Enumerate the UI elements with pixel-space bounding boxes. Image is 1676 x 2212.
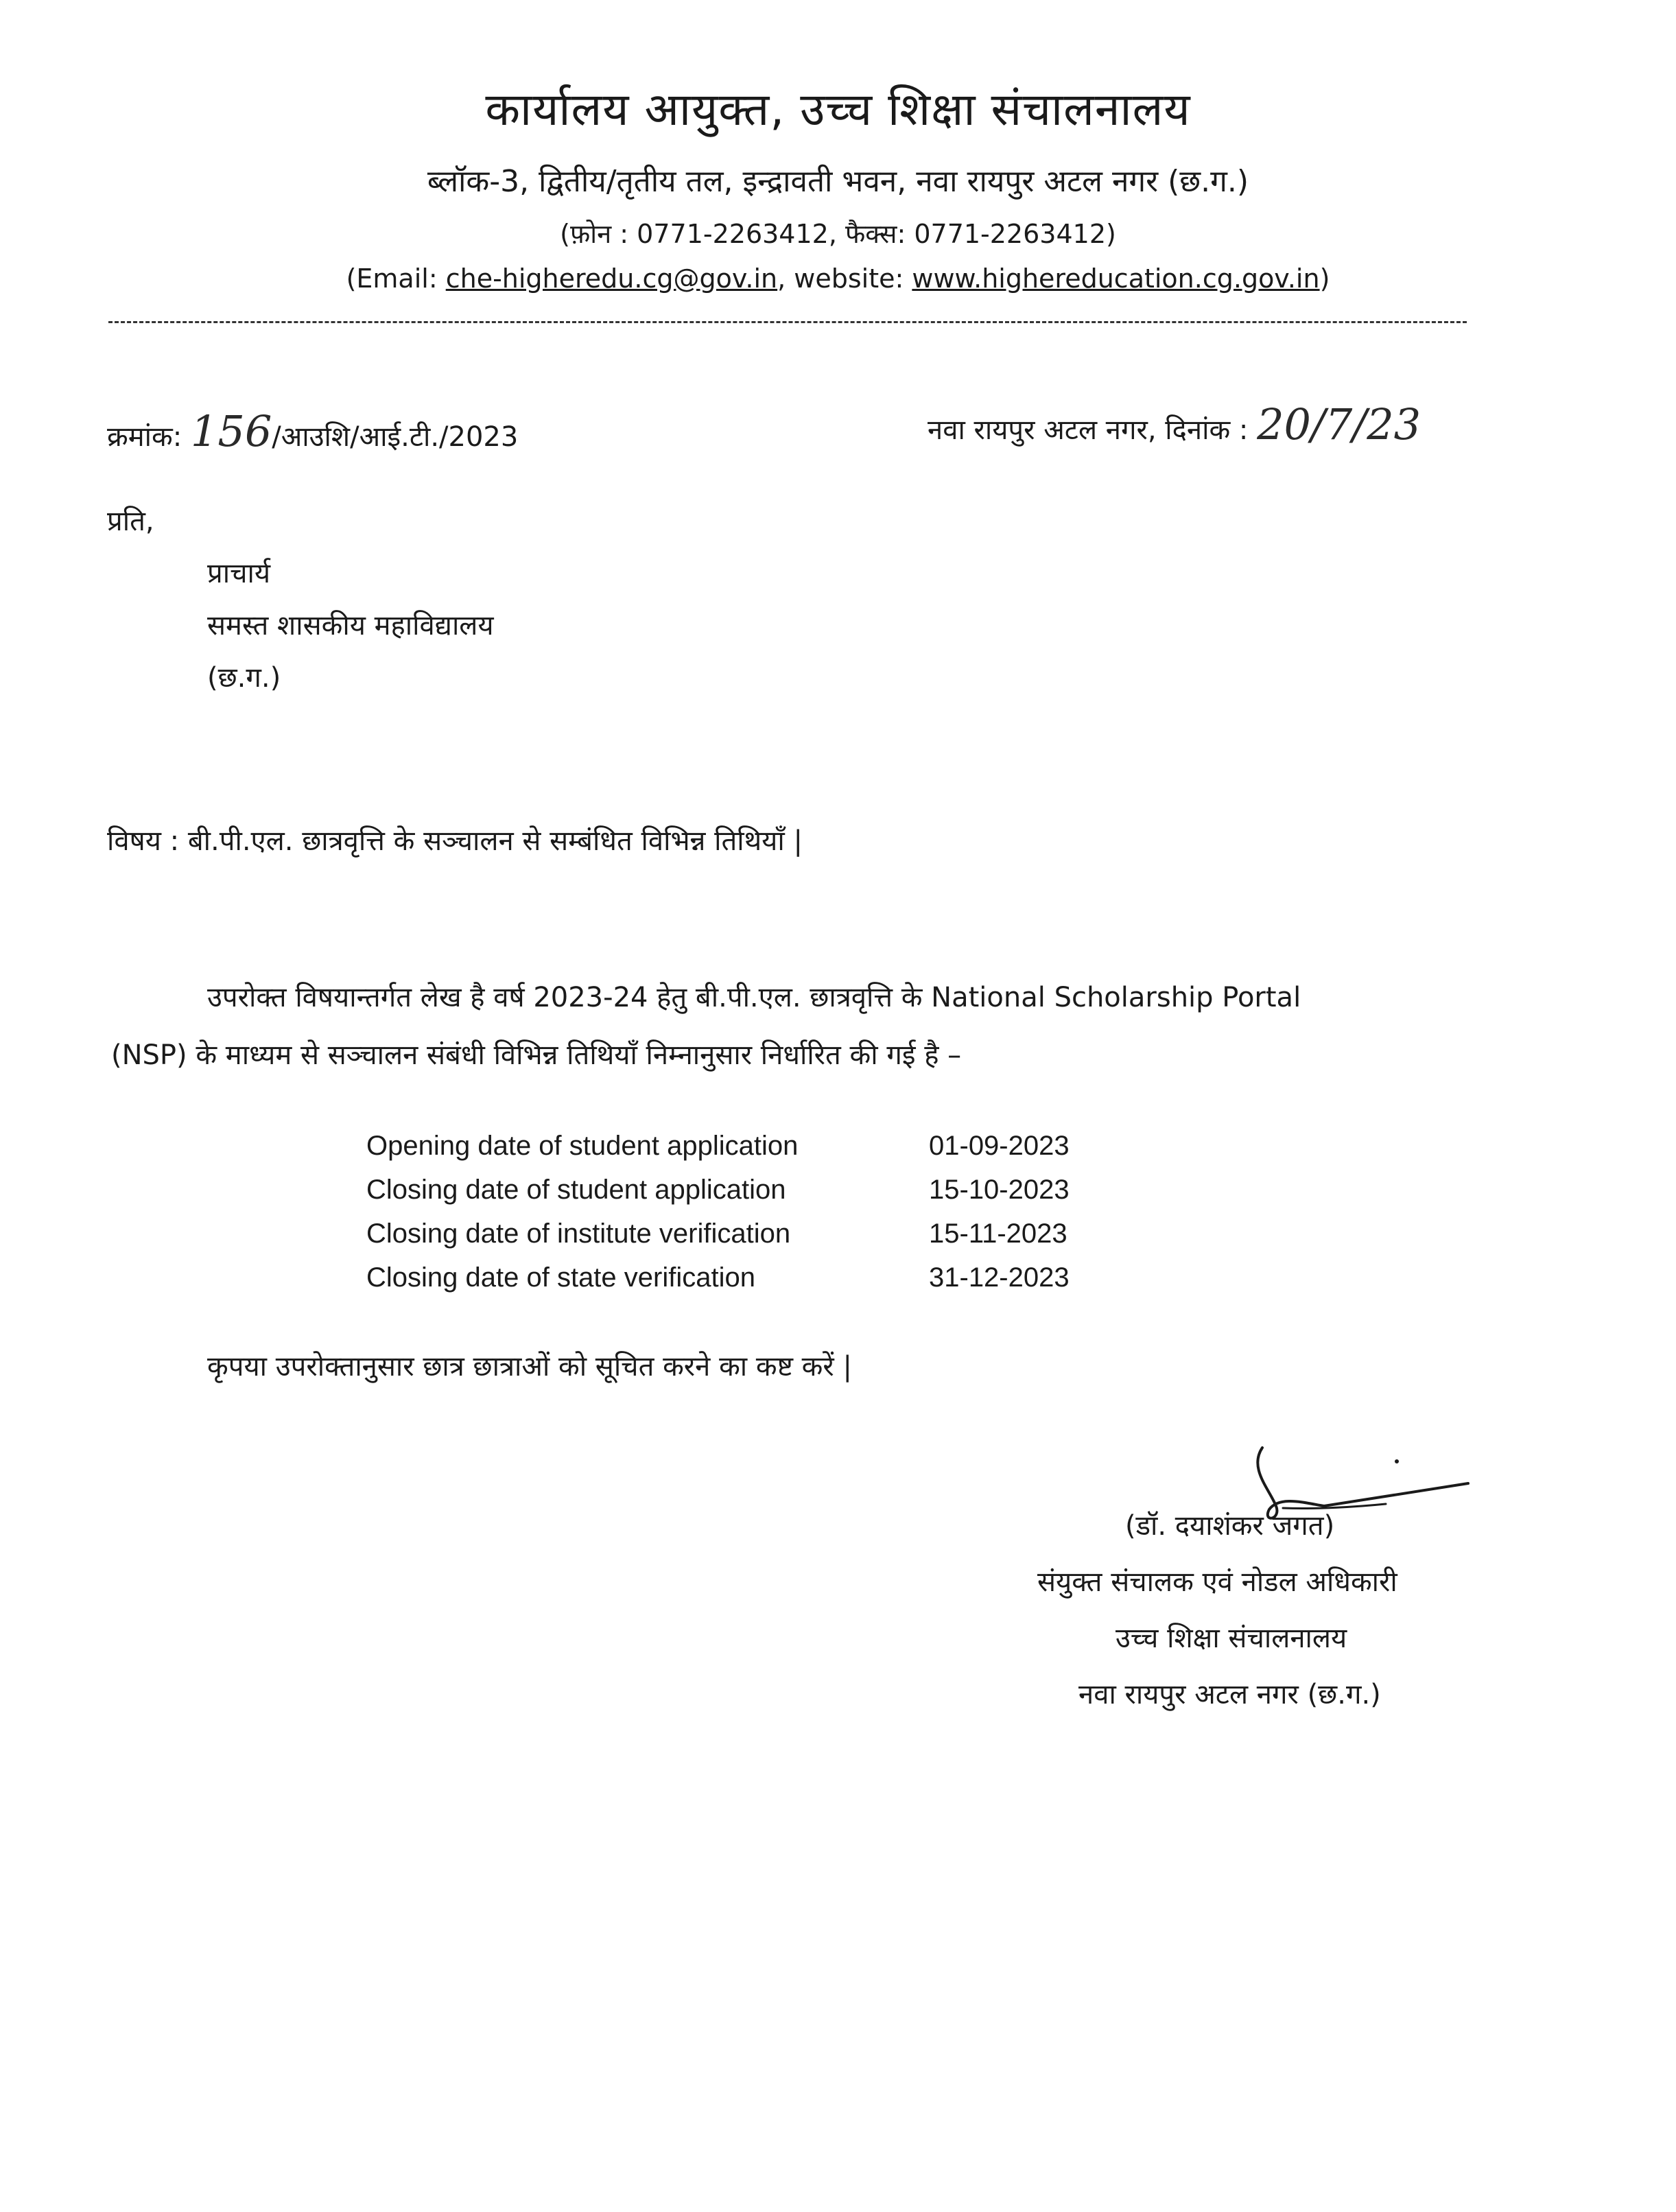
signatory-office: उच्च शिक्षा संचालनालय [1116, 1623, 1347, 1654]
body-paragraph-line-1: उपरोक्त विषयान्तर्गत लेख है वर्ष 2023-24 हेतु बी.पी.एल. छात्रवृत्ति के National Scholarship Portal [207, 982, 1301, 1013]
office-phone: (फ़ोन : 0771-2263412, फैक्स: 0771-2263412) [560, 219, 1116, 249]
body-paragraph-line-2: (NSP) के माध्यम से सञ्चालन संबंधी विभिन्न तिथियाँ निम्नानुसार निर्धारित की गई है – [111, 1039, 962, 1071]
table-row [366, 1219, 1070, 1262]
email-prefix: (Email: [346, 263, 446, 294]
recipient-line-2: समस्त शासकीय महाविद्यालय [207, 610, 494, 642]
schedule-date: 31-12-2023 [929, 1262, 1070, 1293]
recipient-line-3: (छ.ग.) [207, 662, 281, 694]
website-prefix: , website: [777, 263, 912, 294]
schedule-label: Closing date of institute verification [366, 1219, 791, 1249]
signatory-place: नवा रायपुर अटल नगर (छ.ग.) [1078, 1679, 1381, 1710]
schedule-label: Closing date of student application [366, 1175, 786, 1205]
dateline-handwritten-date: 20/7/23 [1257, 399, 1421, 449]
recipient-line-1: प्राचार्य [207, 558, 271, 589]
schedule-date: 01-09-2023 [929, 1131, 1070, 1161]
signatory-name: (डॉ. दयाशंकर जगत) [1125, 1510, 1335, 1542]
reference-handwritten-number: 156 [190, 406, 272, 456]
schedule-label: Opening date of student application [366, 1131, 799, 1161]
request-line: कृपया उपरोक्तानुसार छात्र छात्राओं को सूचित करने का कष्ट करें | [207, 1351, 852, 1382]
signatory-designation: संयुक्त संचालक एवं नोडल अधिकारी [1037, 1566, 1397, 1598]
office-title: कार्यालय आयुक्त, उच्च शिक्षा संचालनालय [485, 83, 1191, 136]
contact-suffix: ) [1319, 263, 1330, 294]
reference-number [107, 406, 518, 456]
reference-suffix: /आउशि/आई.टी./2023 [272, 421, 519, 453]
schedule-label: Closing date of state verification [366, 1262, 755, 1293]
reference-label: क्रमांक: [107, 421, 191, 453]
dateline [928, 399, 1421, 449]
schedule-date: 15-11-2023 [929, 1219, 1067, 1249]
website-link[interactable]: www.highereducation.cg.gov.in [912, 263, 1320, 294]
dateline-label: नवा रायपुर अटल नगर, दिनांक : [928, 414, 1258, 446]
email-link[interactable]: che-higheredu.cg@gov.in [445, 263, 778, 294]
recipient-to: प्रति, [107, 506, 154, 537]
office-address: ब्लॉक-3, द्वितीय/तृतीय तल, इन्द्रावती भवन, नवा रायपुर अटल नगर (छ.ग.) [427, 164, 1249, 199]
header-divider [108, 321, 1467, 323]
table-row [366, 1262, 1070, 1306]
schedule-table [366, 1131, 1070, 1306]
table-row [366, 1131, 1070, 1175]
table-row [366, 1175, 1070, 1219]
schedule-date: 15-10-2023 [929, 1175, 1070, 1205]
office-contact [0, 263, 1676, 294]
subject-line: विषय : बी.पी.एल. छात्रवृत्ति के सञ्चालन से सम्बंधित विभिन्न तिथियाँ | [107, 825, 803, 857]
